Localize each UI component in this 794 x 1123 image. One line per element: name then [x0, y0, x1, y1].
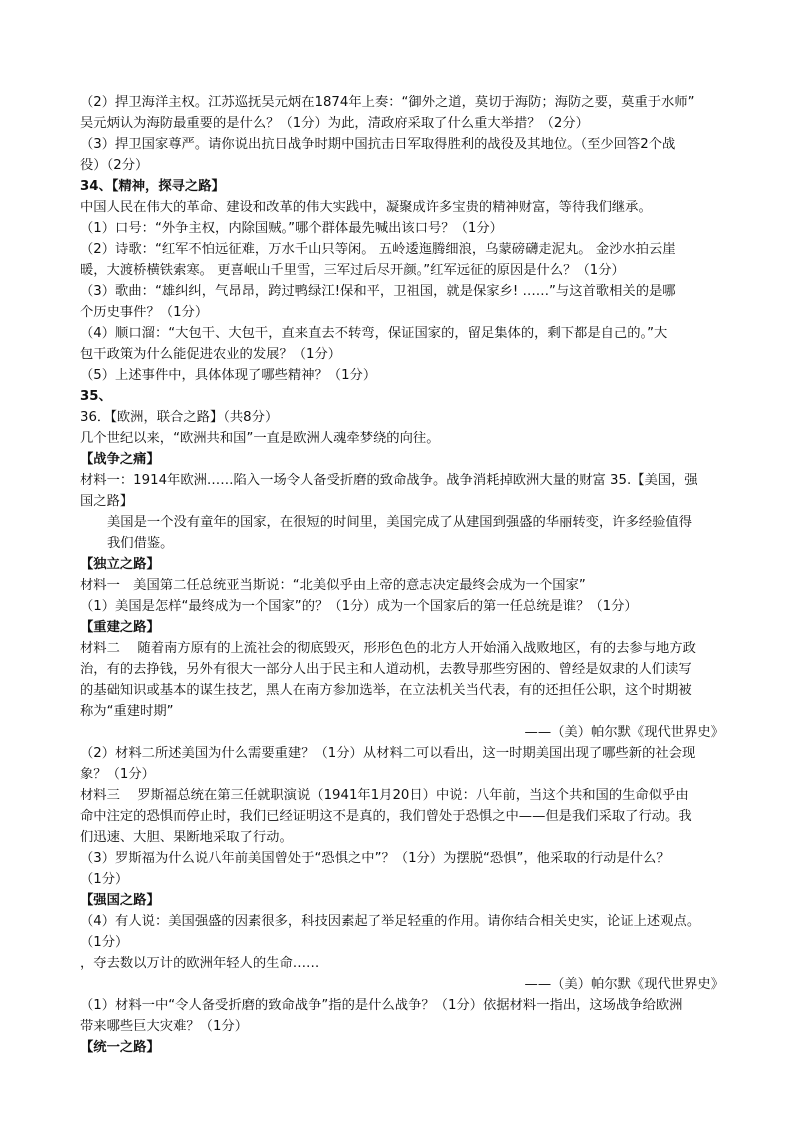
text-line: 美国是一个没有童年的国家，在很短的时间里，美国完成了从建国到强盛的华丽转变，许多经验值得: [107, 515, 693, 530]
text-line: （3）歌曲：“雄纠纠，气昂昂，跨过鸭绿江!保和平，卫祖国，就是保家乡! ……”与这首歌相关的是哪: [80, 284, 676, 299]
section-heading: 【战争之痛】: [80, 452, 160, 467]
text-line: （4）顺口溜：“大包干、大包干，直来直去不转弯，保证国家的，留足集体的，剩下都是自己的。”大: [80, 326, 668, 341]
text-line: （3）捍卫国家尊严。请你说出抗日战争时期中国抗击日军取得胜利的战役及其地位。（至少回答2个战: [80, 137, 676, 152]
document-page: [80, 92, 724, 1058]
text-body: [80, 92, 724, 1058]
text-line: （5）上述事件中，具体体现了哪些精神？（1分）: [80, 368, 377, 383]
text-line: 的基础知识或基本的谋生技艺，黑人在南方参加选举，在立法机关当代表，有的还担任公职，这个时期被: [80, 683, 692, 698]
section-heading: 【统一之路】: [80, 1040, 160, 1055]
source-citation: ——（美）帕尔默《现代世界史》: [524, 725, 724, 740]
section-heading: 35、: [80, 389, 112, 404]
text-line: 几个世纪以来，“欧洲共和国”一直是欧洲人魂牵梦绕的向往。: [80, 431, 440, 446]
text-line: 材料二 随着南方原有的上流社会的彻底毁灭，形形色色的北方人开始涌入战败地区，有的去参与地方政: [80, 641, 696, 656]
text-line: 36．【欧洲，联合之路】（共8分）: [80, 410, 279, 425]
text-line: 中国人民在伟大的革命、建设和改革的伟大实践中，凝聚成许多宝贵的精神财富，等待我们继承。: [80, 200, 652, 215]
text-line: （1）口号：“外争主权，内除国贼。”哪个群体最先喊出该口号？（1分）: [80, 221, 503, 236]
section-heading: 34、【精神，探寻之路】: [80, 179, 225, 194]
text-line: 治，有的去挣钱，另外有很大一部分人出于民主和人道动机，去教导那些穷困的、曾经是奴隶的人们读写: [80, 662, 692, 677]
text-line: 们迅速、大胆、果断地采取了行动。: [80, 830, 293, 845]
text-line: （4）有人说：美国强盛的因素很多，科技因素起了举足轻重的作用。请你结合相关史实，论证上述观点。: [80, 914, 701, 929]
text-line: （2）捍卫海洋主权。江苏巡抚吴元炳在1874年上奏：“御外之道，莫切于海防；海防之要，莫重于水师”: [80, 95, 695, 110]
text-line: 材料一 美国第二任总统亚当斯说：“北美似乎由上帝的意志决定最终会成为一个国家”: [80, 578, 586, 593]
text-line: （1）材料一中“令人备受折磨的致命战争”指的是什么战争？（1分）依据材料一指出，这场战争给欧洲: [80, 998, 683, 1013]
text-line: 国之路】: [80, 494, 134, 509]
text-line: （2）材料二所述美国为什么需要重建？（1分）从材料二可以看出，这一时期美国出现了哪些新的社会现: [80, 746, 696, 761]
text-line: 暖，大渡桥横铁索寒。 更喜岷山千里雪，三军过后尽开颜。”红军远征的原因是什么？（1分）: [80, 263, 625, 278]
text-line: 我们借鉴。: [107, 536, 174, 551]
text-line: 材料三 罗斯福总统在第三任就职演说（1941年1月20日）中说：八年前，当这个共和国的生命似乎由: [80, 788, 689, 803]
text-line: （2）诗歌：“红军不怕远征难，万水千山只等闲。 五岭逶迤腾细浪，乌蒙磅礴走泥丸。 金沙水拍云崖: [80, 242, 676, 257]
section-heading: 【强国之路】: [80, 893, 160, 908]
text-line: 称为“重建时期”: [80, 704, 174, 719]
source-citation: ——（美）帕尔默《现代世界史》: [524, 977, 724, 992]
text-line: 带来哪些巨大灾难？（1分）: [80, 1019, 249, 1034]
text-line: （3）罗斯福为什么说八年前美国曾处于“恐惧之中”？（1分）为摆脱“恐惧”，他采取的行动是什么？: [80, 851, 670, 866]
text-line: 材料一：1914年欧洲……陷入一场令人备受折磨的致命战争。战争消耗掉欧洲大量的财富 35.【美国，强: [80, 473, 698, 488]
text-line: 象？（1分）: [80, 767, 155, 782]
text-line: 命中注定的恐惧而停止时，我们已经证明这不是真的，我们曾处于恐惧之中——但是我们采取了行动。我: [80, 809, 692, 824]
text-line: （1分）: [80, 872, 129, 887]
text-line: ，夺去数以万计的欧洲年轻人的生命……: [80, 956, 320, 971]
text-line: （1分）: [80, 935, 129, 950]
text-line: 个历史事件？（1分）: [80, 305, 209, 320]
text-line: （1）美国是怎样“最终成为一个国家”的？（1分）成为一个国家后的第一任总统是谁？（1分）: [80, 599, 638, 614]
text-line: 役）（2分）: [80, 158, 149, 173]
text-line: 包干政策为什么能促进农业的发展？（1分）: [80, 347, 342, 362]
text-line: 吴元炳认为海防最重要的是什么？（1分）为此，清政府采取了什么重大举措？（2分）: [80, 116, 589, 131]
section-heading: 【独立之路】: [80, 557, 160, 572]
section-heading: 【重建之路】: [80, 620, 160, 635]
